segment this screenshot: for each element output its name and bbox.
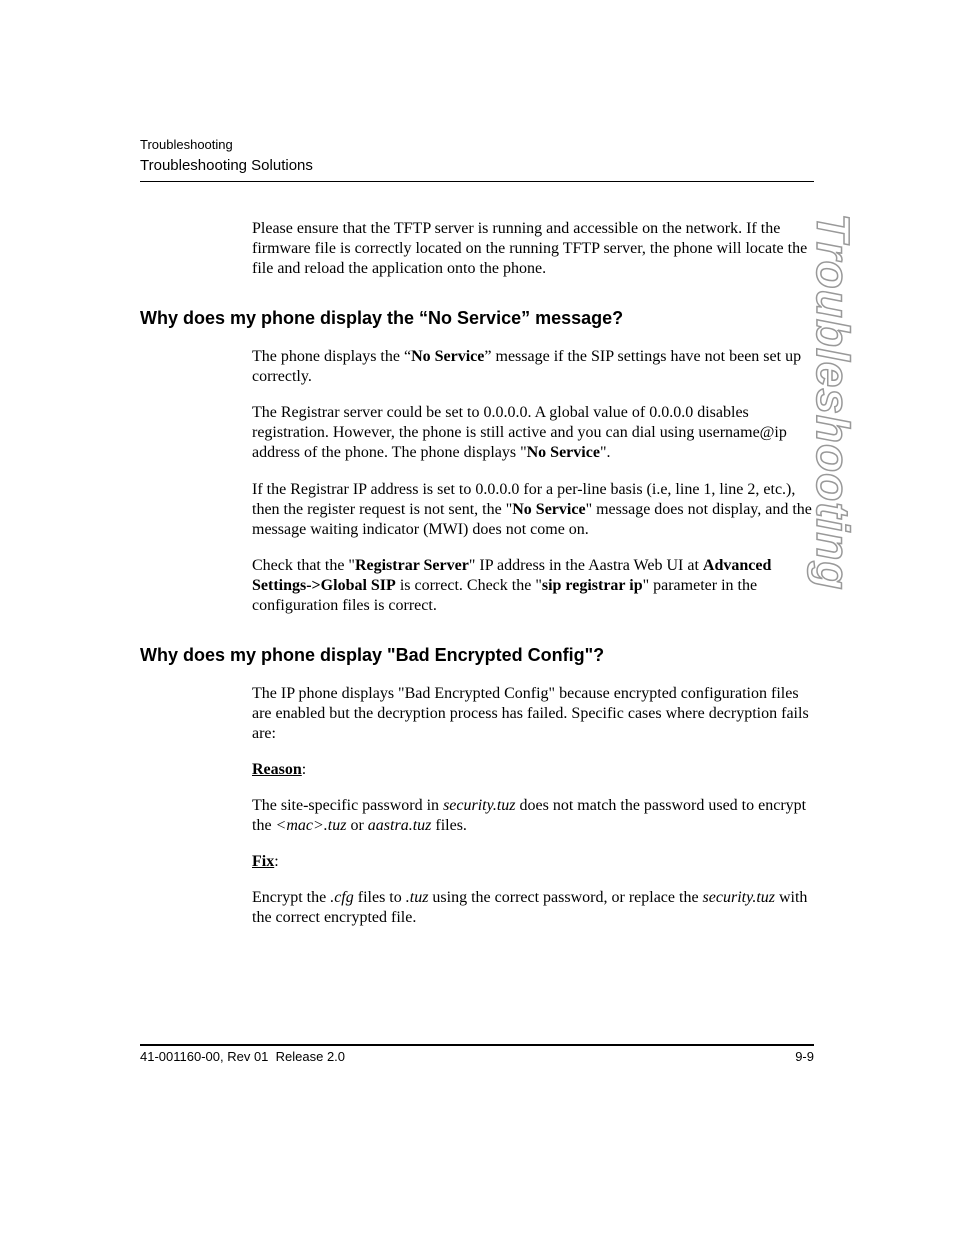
header-section: Troubleshooting Solutions: [140, 157, 313, 174]
bad-config-paragraph: The IP phone displays "Bad Encrypted Config" because encrypted configuration files are enabled but the decryption process has failed. Specific cases where decryption fails are:: [252, 685, 809, 742]
footer-page-number: 9-9: [795, 1049, 814, 1064]
footer-document-id: 41-001160-00, Rev 01 Release 2.0: [140, 1049, 346, 1064]
header-rule: [140, 181, 814, 182]
header-chapter: Troubleshooting: [140, 137, 233, 152]
fix-paragraph: Encrypt the .cfg files to .tuz using the correct password, or replace the security.tuz with the correct encrypted file.: [252, 889, 808, 926]
chapter-side-tab: [807, 213, 859, 591]
reason-label-line: Reason:: [252, 761, 307, 778]
fix-label-line: Fix:: [252, 853, 279, 870]
no-service-paragraph-2: The Registrar server could be set to 0.0.0.0. A global value of 0.0.0.0 disables registration. However, the phone is still active and you can dial using username@ip address of the phone. The phone displays "No Service".: [252, 404, 787, 461]
page-footer: [140, 1044, 814, 1064]
no-service-paragraph-4: Check that the "Registrar Server" IP address in the Aastra Web UI at Advanced Settings->Global SIP is correct. Check the "sip registrar ip" parameter in the configuration files is correct.: [252, 557, 772, 614]
side-tab-label: Troubleshooting: [807, 213, 859, 591]
reason-label: Reason: [252, 761, 302, 778]
no-service-paragraph-3: If the Registrar IP address is set to 0.0.0.0 for a per-line basis (i.e, line 1, line 2, etc.), then the register request is not sent, the "No Service" message does not display, and the message waiting indicator (MWI) does not come on.: [252, 481, 812, 538]
bad-config-heading: Why does my phone display "Bad Encrypted Config"?: [140, 645, 605, 665]
fix-label: Fix: [252, 853, 275, 870]
intro-paragraph: Please ensure that the TFTP server is running and accessible on the network. If the firmware file is correctly located on the running TFTP server, the phone will locate the file and reload the application onto the phone.: [252, 220, 808, 277]
no-service-paragraph-1: The phone displays the “No Service” message if the SIP settings have not been set up correctly.: [252, 348, 802, 385]
reason-paragraph: The site-specific password in security.tuz does not match the password used to encrypt the <mac>.tuz or aastra.tuz files.: [252, 797, 807, 834]
no-service-heading: Why does my phone display the “No Service” message?: [140, 308, 624, 328]
running-header: [140, 137, 814, 176]
